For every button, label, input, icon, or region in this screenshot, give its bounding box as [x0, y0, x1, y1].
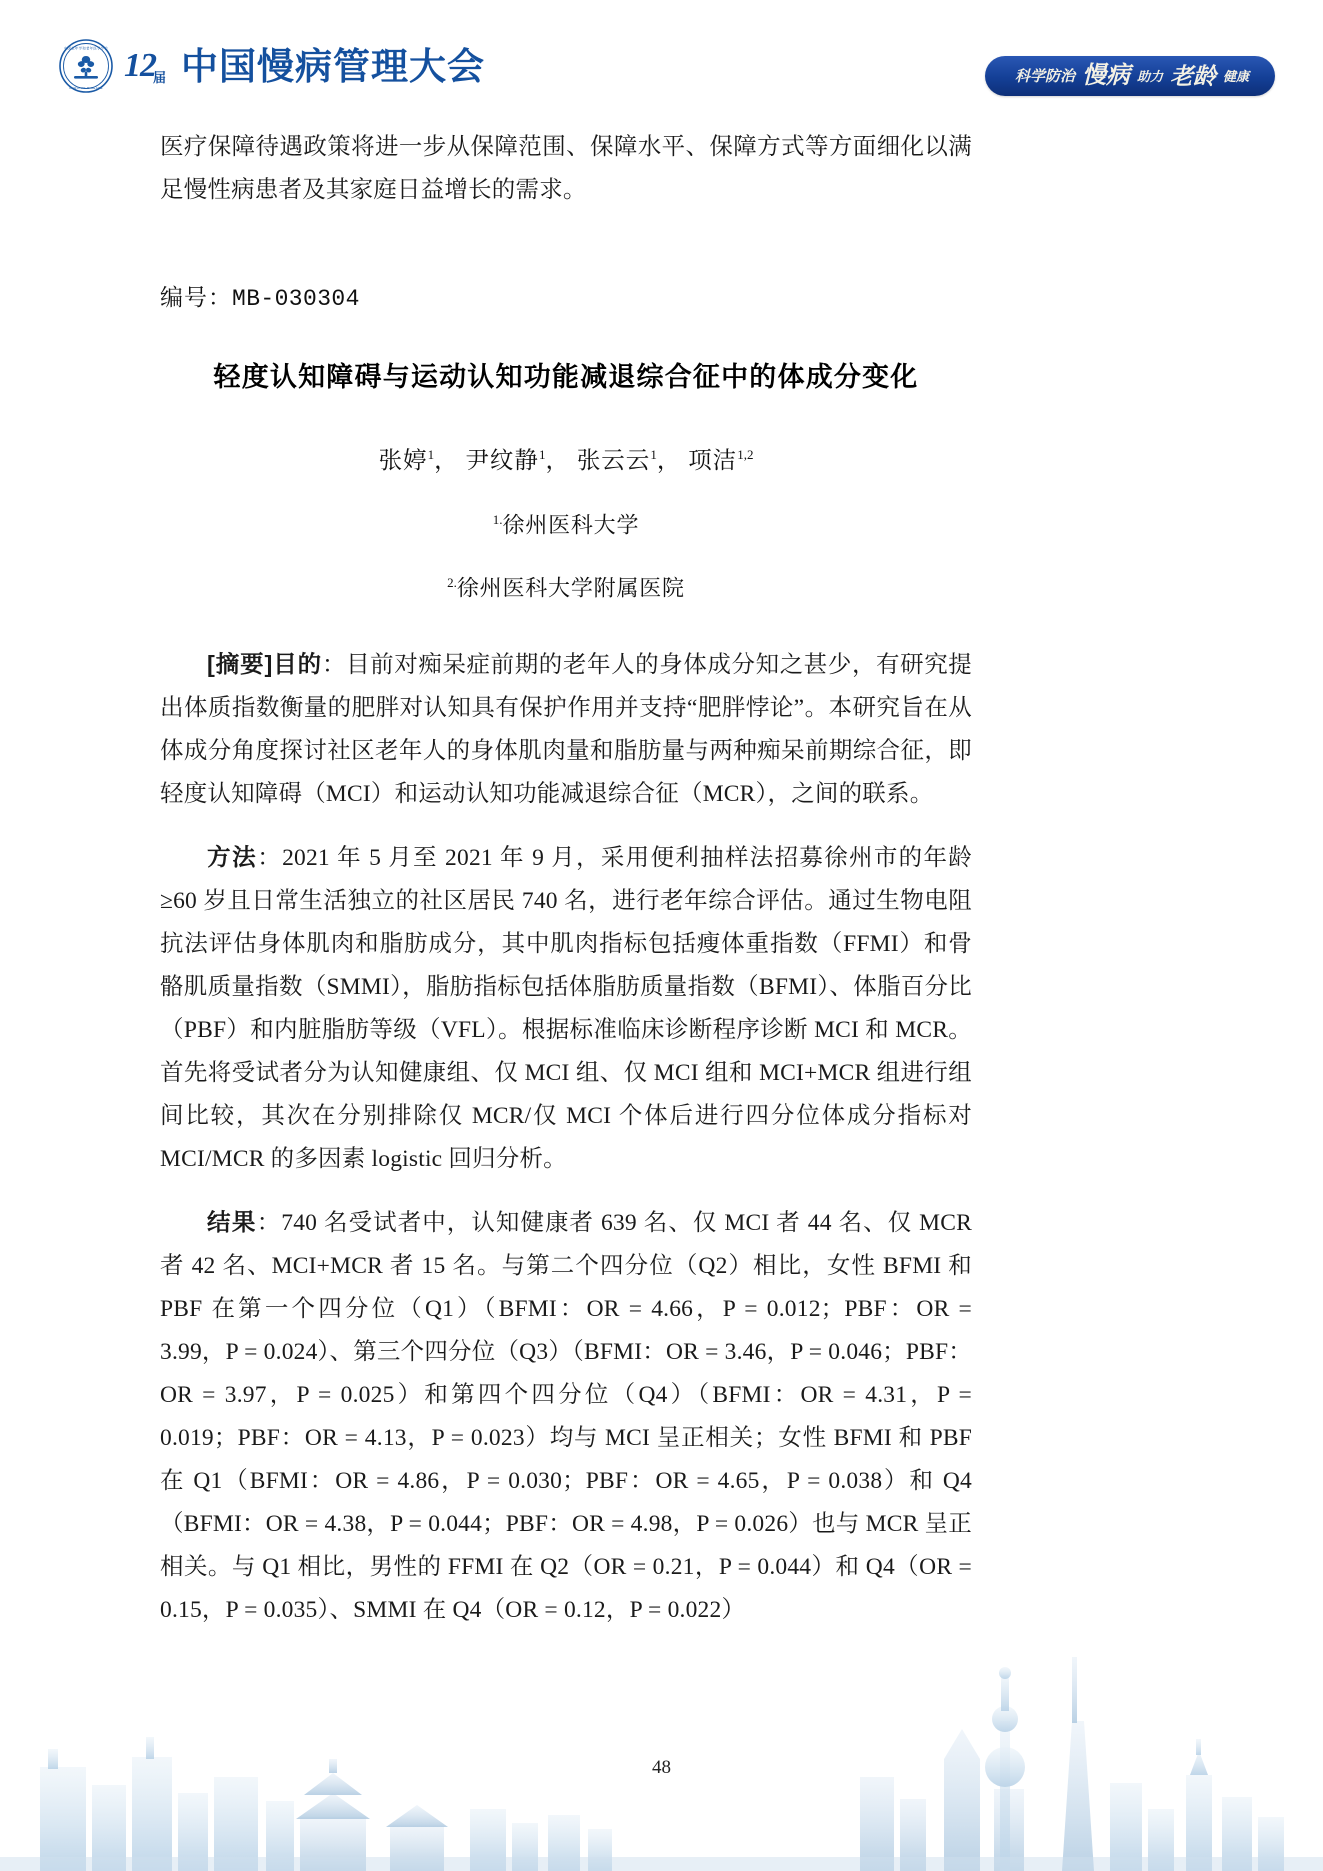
slogan-part-4: 老龄: [1169, 62, 1216, 89]
abstract-section-label: 目的: [272, 651, 322, 678]
svg-text:中国老年学和老年医学学会: 中国老年学和老年医学学会: [63, 46, 109, 51]
abstract-id-label: 编号：: [160, 285, 232, 310]
affiliation-text: 徐州医科大学: [502, 512, 640, 538]
abstract-section-colon: ：: [322, 652, 347, 679]
conference-title: 中国慢病管理大会: [181, 45, 486, 87]
author-item: [465, 448, 545, 474]
author-affiliation-marker: 1: [650, 447, 657, 462]
slogan-part-1: 科学防治: [1014, 67, 1075, 85]
author-name: 张云云: [576, 447, 651, 474]
edition-number-suffix: 届: [153, 70, 167, 85]
author-affiliation-marker: 1,2: [737, 447, 754, 462]
abstract-section-body: 2021 年 5 月至 2021 年 9 月，采用便利抽样法招募徐州市的年龄≥60 岁且日常生活独立的社区居民 740 名，进行老年综合评估。通过生物电阻抗法评估身体肌肉和脂肪成分，其中肌肉指标包括瘦体重指数（FFMI）和骨骼肌质量指数（SMMI），脂肪指标包括体脂肪质量指数（BFMI）、体脂百分比（PBF）和内脏脂肪等级（VFL）。根据标准临床诊断程序诊断 MCI 和 MCR。首先将受试者分为认知健康组、仅 MCI 组、仅 MCI 组和 MCI+MCR 组进行组间比较，其次在分别排除仅 MCR/仅 MCI 个体后进行四分位体成分指标对 MCI/MCR 的多因素 logistic 回归分析。: [160, 845, 973, 1173]
author-item: [577, 448, 657, 474]
author-name: 项洁: [688, 447, 738, 474]
author-separator: ，: [545, 447, 570, 474]
abstract-section-results: [160, 1201, 972, 1632]
slogan-part-3: 助力: [1136, 68, 1163, 84]
abstract-title: 轻度认知障碍与运动认知功能减退综合征中的体成分变化: [213, 362, 919, 392]
conference-brand: [58, 38, 485, 94]
author-name: 尹纹静: [465, 447, 539, 474]
svg-text:CHRONIC DISEASE: CHRONIC DISEASE: [69, 85, 103, 90]
abstract-section-purpose: [160, 643, 972, 816]
abstract-id-line: [160, 278, 972, 319]
author-separator: ，: [656, 447, 682, 474]
author-affiliation-marker: 1: [538, 447, 546, 462]
slogan-banner: [985, 56, 1275, 96]
abstract-bracket-label: [摘要]: [207, 651, 273, 678]
affiliation-1: [160, 501, 972, 544]
author-separator: ，: [434, 447, 459, 474]
page-number: 48: [652, 1757, 671, 1778]
slogan-part-5: 健康: [1222, 68, 1249, 84]
author-name: 张婷: [378, 447, 428, 474]
abstract-section-colon: ：: [257, 845, 283, 872]
abstract-section-label: 方法: [207, 844, 258, 871]
author-item: [379, 448, 435, 474]
author-item: [688, 448, 753, 474]
author-affiliation-marker: 1: [427, 447, 435, 462]
edition-number-value: 12: [124, 47, 156, 84]
abstract-section-colon: ：: [256, 1210, 282, 1237]
document-body: [160, 126, 972, 1632]
author-list: [160, 435, 972, 481]
abstract-id-value: MB-030304: [232, 286, 360, 312]
abstract-section-methods: [160, 836, 972, 1181]
slogan-part-2: 慢病: [1081, 62, 1130, 89]
page-header: [0, 0, 1323, 118]
edition-number: [124, 49, 171, 83]
affiliation-marker: 1.: [492, 511, 503, 527]
affiliation-2: [160, 564, 972, 607]
affiliation-marker: 2.: [447, 575, 457, 591]
conference-seal-icon: [58, 38, 114, 94]
abstract-section-body: 目前对痴呆症前期的老年人的身体成分知之甚少，有研究提出体质指数衡量的肥胖对认知具有保护作用并支持“肥胖悖论”。本研究旨在从体成分角度探讨社区老年人的身体肌肉量和脂肪量与两种痴呆前期综合征，即轻度认知障碍（MCI）和运动认知功能减退综合征（MCR），之间的联系。: [160, 652, 973, 808]
affiliation-text: 徐州医科大学附属医院: [456, 575, 685, 601]
continuation-paragraph: 医疗保障待遇政策将进一步从保障范围、保障水平、保障方式等方面细化以满足慢性病患者及其家庭日益增长的需求。: [160, 134, 972, 203]
abstract-section-body: 740 名受试者中，认知健康者 639 名、仅 MCI 者 44 名、仅 MCR 者 42 名、MCI+MCR 者 15 名。与第二个四分位（Q2）相比，女性 BFMI 和 PBF 在第一个四分位（Q1）（BFMI：OR = 4.66，P = 0.012；PBF：OR = 3.99，P = 0.024）、第三个四分位（Q3）（BFMI：OR = 3.46，P = 0.046；PBF：OR = 3.97，P = 0.025）和第四个四分位（Q4）（BFMI：OR = 4.31，P = 0.019；PBF：OR = 4.13，P = 0.023）均与 MCI 呈正相关；女性 BFMI 和 PBF 在 Q1（BFMI：OR = 4.86，P = 0.030；PBF：OR = 4.65，P = 0.038）和 Q4（BFMI：OR = 4.38，P = 0.044；PBF：OR = 4.98，P = 0.026）也与 MCR 呈正相关。与 Q1 相比，男性的 FFMI 在 Q2（OR = 0.21，P = 0.044）和 Q4（OR = 0.15，P = 0.035）、SMMI 在 Q4（OR = 0.12，P = 0.022）: [160, 1210, 973, 1624]
abstract-section-label: 结果: [207, 1209, 257, 1236]
